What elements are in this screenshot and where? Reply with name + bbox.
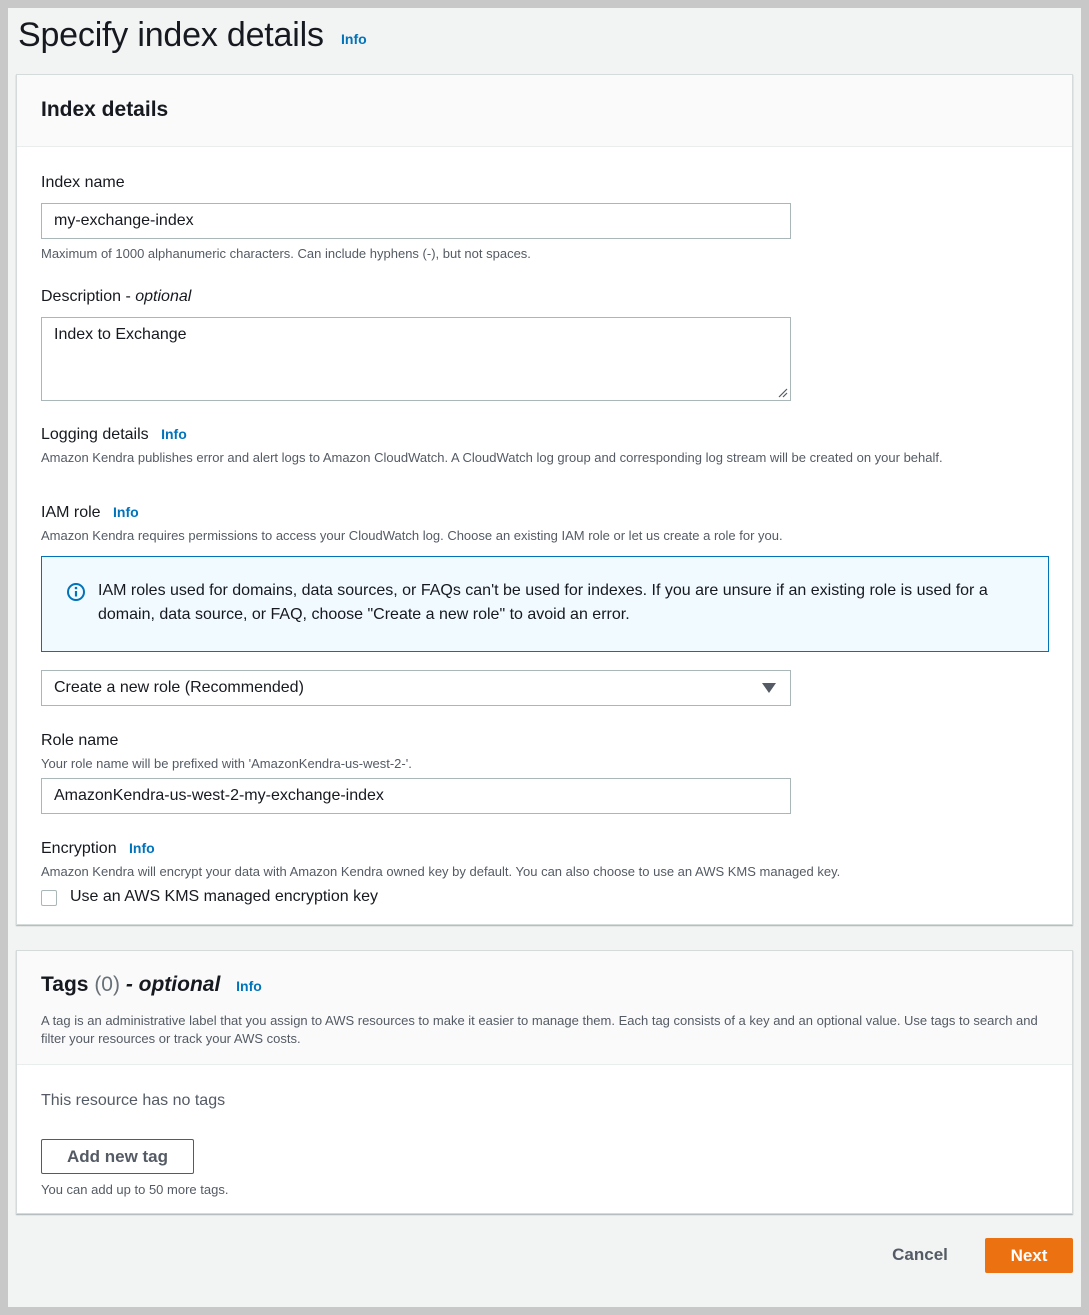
index-details-title: Index details bbox=[41, 98, 169, 121]
add-new-tag-button[interactable]: Add new tag bbox=[41, 1139, 194, 1174]
role-name-label: Role name bbox=[41, 732, 119, 749]
caret-down-icon bbox=[762, 683, 776, 693]
encryption-desc: Amazon Kendra will encrypt your data with Amazon Kendra owned key by default. You can also choose to use an AWS KMS managed key. bbox=[41, 864, 841, 879]
logging-desc: Amazon Kendra publishes error and alert logs to Amazon CloudWatch. A CloudWatch log group and corresponding log stream will be created on your behalf. bbox=[41, 450, 943, 465]
encryption-label bbox=[41, 840, 155, 858]
iam-role-label bbox=[41, 504, 139, 522]
logging-label-text: Logging details bbox=[41, 426, 149, 443]
tags-title-row bbox=[41, 973, 262, 997]
tags-empty-text: This resource has no tags bbox=[41, 1092, 226, 1109]
tags-optional: - optional bbox=[125, 973, 221, 996]
tags-count: (0) bbox=[94, 973, 120, 996]
tags-title: Tags bbox=[41, 973, 89, 996]
next-button[interactable]: Next bbox=[985, 1238, 1073, 1273]
page-frame bbox=[8, 8, 1081, 1307]
role-name-desc: Your role name will be prefixed with 'AmazonKendra-us-west-2-'. bbox=[41, 756, 412, 771]
index-details-card bbox=[16, 74, 1073, 925]
iam-role-info-link[interactable]: Info bbox=[113, 504, 139, 520]
iam-role-select[interactable] bbox=[41, 670, 791, 706]
iam-role-alert bbox=[41, 556, 1049, 652]
tags-card bbox=[16, 950, 1073, 1214]
tags-desc: A tag is an administrative label that you assign to AWS resources to make it easier to manage them. Each tag consists of a key and an optional value. Use tags to search and filter your resources or track your AWS costs. bbox=[41, 1013, 1038, 1046]
index-name-hint: Maximum of 1000 alphanumeric characters. Can include hyphens (-), but not spaces. bbox=[41, 246, 531, 261]
iam-role-desc: Amazon Kendra requires permissions to access your CloudWatch log. Choose an existing IAM role or let us create a role for you. bbox=[41, 528, 783, 543]
tags-limit-text: You can add up to 50 more tags. bbox=[41, 1182, 229, 1197]
tags-header bbox=[17, 951, 1072, 1065]
iam-role-select-value: Create a new role (Recommended) bbox=[54, 679, 304, 696]
cancel-button[interactable]: Cancel bbox=[892, 1245, 948, 1264]
page-title: Specify index details bbox=[18, 16, 324, 54]
index-name-label: Index name bbox=[41, 174, 125, 191]
resize-grip-icon[interactable] bbox=[776, 386, 788, 398]
iam-role-alert-text: IAM roles used for domains, data sources, or FAQs can't be used for indexes. If you are unsure if an existing role is used for a domain, data source, or FAQ, choose "Create a new role" to avoid an error. bbox=[98, 582, 988, 623]
logging-label bbox=[41, 426, 187, 444]
encryption-label-text: Encryption bbox=[41, 840, 117, 857]
index-name-input[interactable]: my-exchange-index bbox=[41, 203, 791, 239]
role-name-input[interactable]: AmazonKendra-us-west-2-my-exchange-index bbox=[41, 778, 791, 814]
kms-key-checkbox[interactable] bbox=[41, 890, 57, 906]
encryption-info-link[interactable]: Info bbox=[129, 840, 155, 856]
tags-info-link[interactable]: Info bbox=[236, 978, 262, 994]
description-optional: optional bbox=[135, 288, 192, 305]
info-circle-icon bbox=[66, 582, 86, 602]
iam-role-label-text: IAM role bbox=[41, 504, 101, 521]
index-details-header bbox=[17, 75, 1072, 147]
description-value: Index to Exchange bbox=[54, 326, 187, 343]
description-label: Description - optional bbox=[41, 288, 192, 305]
logging-info-link[interactable]: Info bbox=[161, 426, 187, 442]
description-textarea[interactable] bbox=[41, 317, 791, 401]
page-info-link[interactable]: Info bbox=[341, 31, 367, 47]
kms-key-checkbox-label[interactable]: Use an AWS KMS managed encryption key bbox=[70, 888, 378, 905]
description-label-text: Description bbox=[41, 288, 122, 305]
